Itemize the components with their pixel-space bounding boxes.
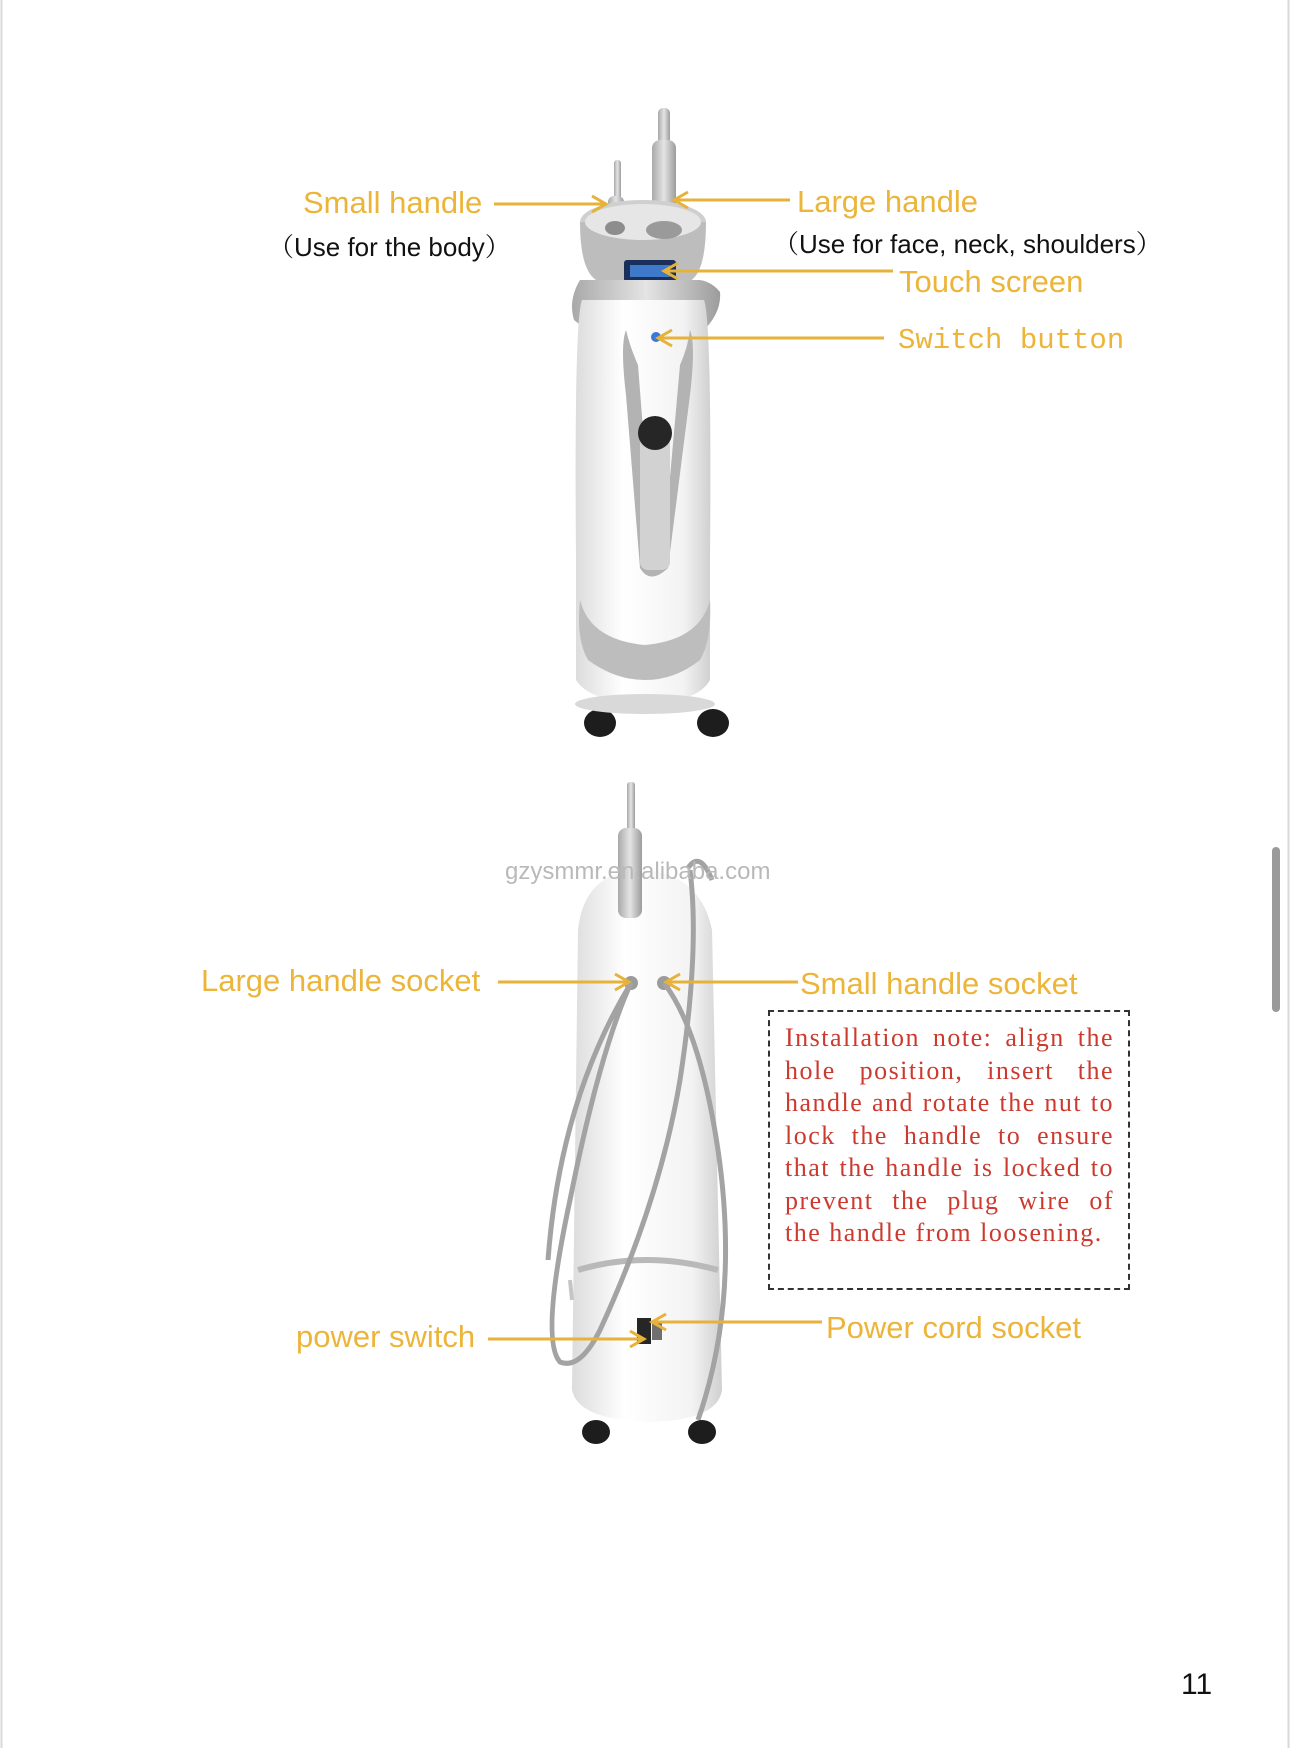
small-handle-socket-label: Small handle socket — [800, 966, 1078, 1001]
touch-screen-label: Touch screen — [899, 264, 1084, 299]
scrollbar-thumb[interactable] — [1272, 847, 1280, 1012]
power-cord-socket-label: Power cord socket — [826, 1310, 1081, 1345]
small-handle-usage: （Use for the body） — [268, 232, 511, 262]
large-handle-label: Large handle — [797, 184, 978, 219]
switch-button-label: Switch button — [898, 324, 1125, 357]
power-switch-label: power switch — [296, 1319, 476, 1354]
watermark: gzysmmr.en.alibaba.com — [505, 858, 771, 885]
page-number: 11 — [1181, 1668, 1213, 1701]
installation-note: Installation note: align the hole position, insert the handle and rotate the nut to lock the handle to ensure that the handle is locked to prevent the plug wire of the handle from loosening. — [768, 1010, 1130, 1290]
large-handle-socket-label: Large handle socket — [201, 963, 481, 998]
large-handle-usage: （Use for face, neck, shoulders） — [773, 229, 1162, 259]
small-handle-label: Small handle — [303, 185, 483, 220]
